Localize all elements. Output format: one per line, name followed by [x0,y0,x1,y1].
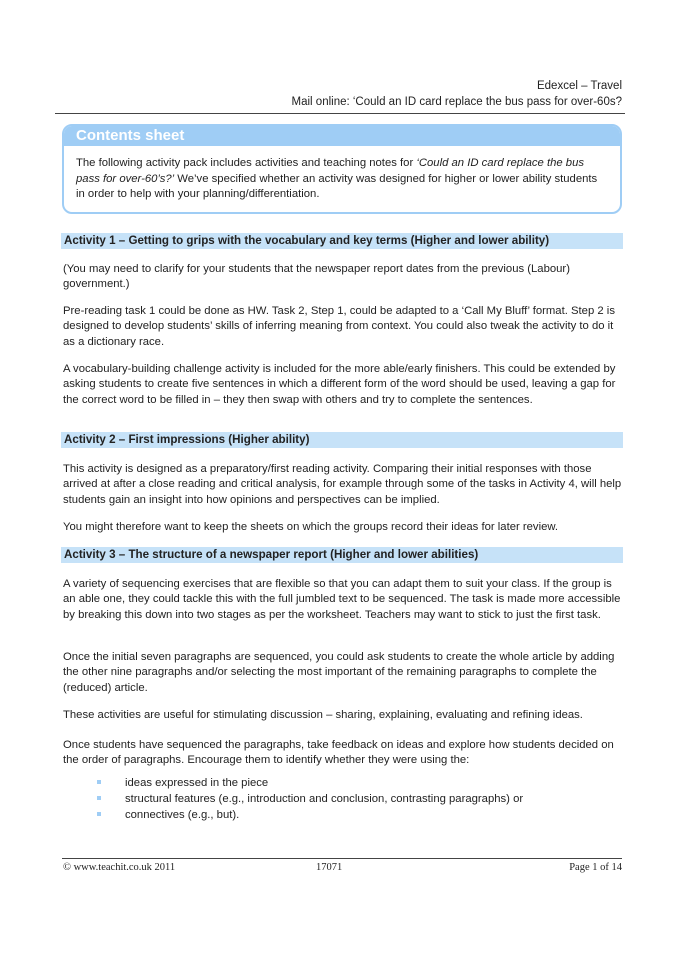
contents-title: Contents sheet [64,126,620,146]
paragraph: These activities are useful for stimulating discussion – sharing, explaining, evaluating and refining ideas. [63,709,583,721]
contents-text-end: We’ve specified whether an activity was designed for higher or lower ability students in order to help with your planning/differentiation. [76,172,598,200]
paragraph: Once students have sequenced the paragraphs, take feedback on ideas and explore how students decided on the order of paragraphs. Encourage them to identify whether they were using the: [63,739,614,767]
list-item [98,775,268,791]
paragraph: A vocabulary-building challenge activity is included for the more able/early finishers. This could be extended by asking students to create five sentences in which a different form of the word should be used, leaving a gap for the correct word to be filled in – they then swap with others and try to complete the sentences. [63,363,616,406]
footer-code: 17071 [316,862,343,873]
paragraph: You might therefore want to keep the sheets on which the groups record their ideas for later review. [63,521,559,533]
footer-page-number: Page 1 of 14 [569,862,622,873]
bullet-icon [97,796,101,800]
paragraph: Pre-reading task 1 could be done as HW. Task 2, Step 1, could be adapted to a ‘Call My Bluff’ format. Step 2 is designed to develop students’ skills of inferring meaning from context. You could also tweak the activity to do it as a dictionary race. [63,305,615,348]
activity-3-heading: Activity 3 – The structure of a newspaper report (Higher and lower abilities) [61,547,623,563]
header-divider [55,113,625,114]
paragraph: Once the initial seven paragraphs are sequenced, you could ask students to create the whole article by adding the other nine paragraphs and/or selecting the most important of the remaining paragraphs to complete the (reduced) article. [63,651,615,694]
list-item [98,807,239,823]
contents-text [64,146,620,203]
list-item-text: ideas expressed in the piece [125,777,269,789]
paragraph: (You may need to clarify for your students that the newspaper report dates from the previous (Labour) government.) [63,263,570,291]
contents-article-title: ‘Could an ID card replace the bus pass for over-60’s?’ [76,157,585,185]
contents-text-start: The following activity pack includes activities and teaching notes for [76,157,417,169]
list-item-text: structural features (e.g., introduction and conclusion, contrasting paragraphs) or [125,793,524,805]
footer-copyright: © www.teachit.co.uk 2011 [63,862,176,873]
paragraph: This activity is designed as a preparatory/first reading activity. Comparing their initial responses with those arrived at after a close reading and critical analysis, for example through some of the tasks in Activity 4, will help students gain an insight into how opinions and perspectives can be implied. [63,463,622,506]
activity-2-heading: Activity 2 – First impressions (Higher ability) [61,432,623,448]
header-subject: Edexcel – Travel [536,80,622,92]
bullet-icon [97,812,101,816]
list-item-text: connectives (e.g., but). [125,809,240,821]
activity-1-heading: Activity 1 – Getting to grips with the vocabulary and key terms (Higher and lower ability) [61,233,623,249]
footer-divider [62,858,622,859]
paragraph: A variety of sequencing exercises that are flexible so that you can adapt them to suit your class. If the group is an able one, they could tackle this with the full jumbled text to be sequenced. The task is made more accessible by breaking this down into two stages as per the worksheet. Teachers may want to stick to just the first task. [63,578,621,621]
list-item [98,791,523,807]
header-title: Mail online: ‘Could an ID card replace the bus pass for over-60s? [291,96,622,108]
bullet-icon [97,780,101,784]
contents-box [62,124,622,214]
